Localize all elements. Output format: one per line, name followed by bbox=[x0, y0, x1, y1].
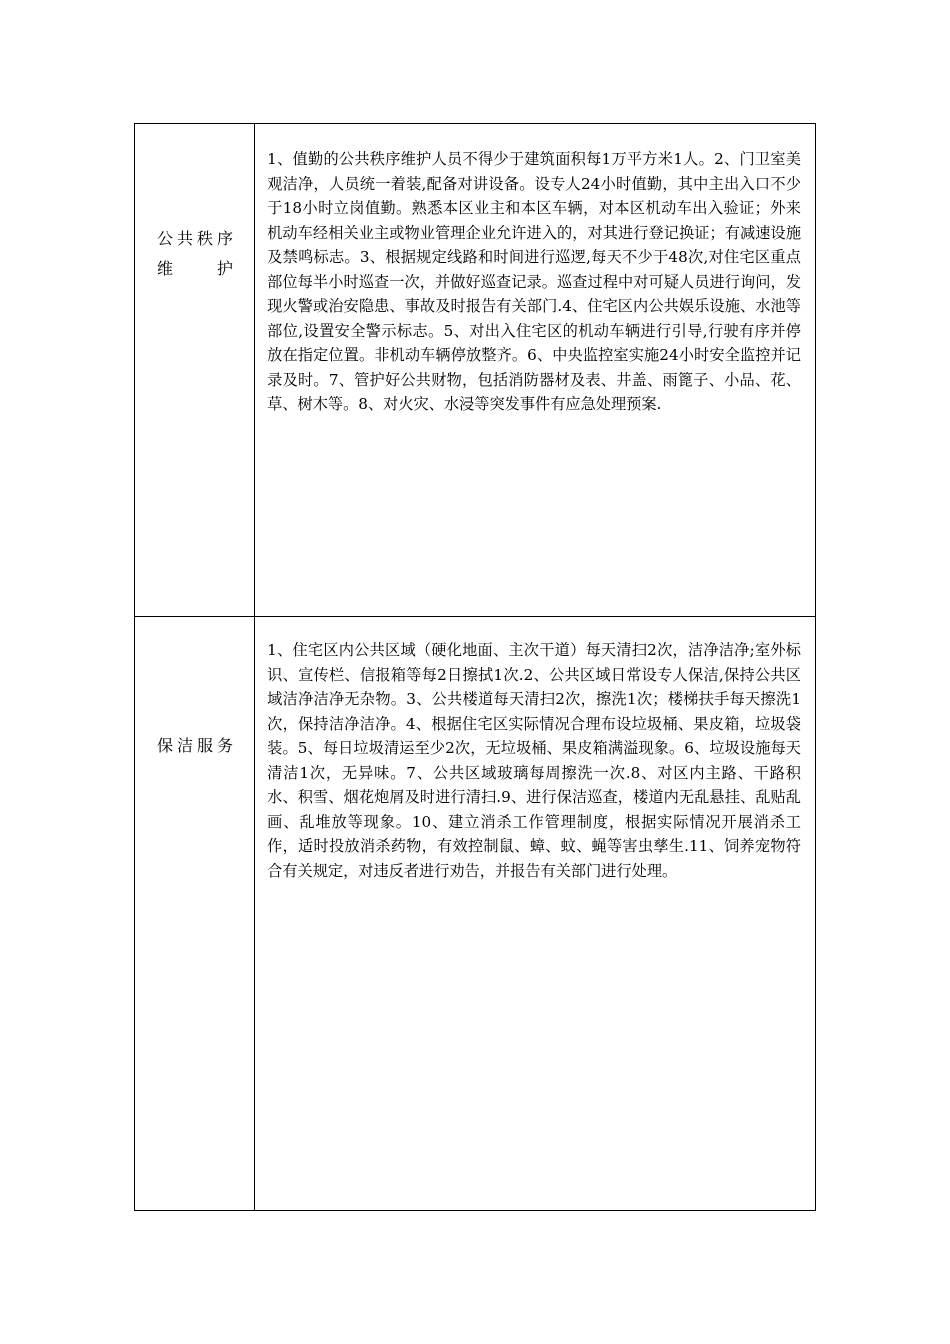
table-row-public-order bbox=[135, 124, 816, 617]
table-row-cleaning-service bbox=[135, 617, 816, 1211]
row-label-cell bbox=[135, 124, 255, 617]
row-content-public-order: 1、值勤的公共秩序维护人员不得少于建筑面积每1万平方米1人。2、门卫室美观洁净，人员统一着装,配备对讲设备。设专人24小时值勤，其中主出入口不少于18小时立岗值勤。熟悉本区业主和本区车辆，对本区机动车出入验证；外来机动车经相关业主或物业管理企业允许进入的，对其进行登记换证；有减速设施及禁鸣标志。3、根据规定线路和时间进行巡逻,每天不少于48次,对住宅区重点部位每半小时巡查一次，并做好巡查记录。巡查过程中对可疑人员进行询问，发现火警或治安隐患、事故及时报告有关部门.4、住宅区内公共娱乐设施、水池等部位,设置安全警示标志。5、对出入住宅区的机动车辆进行引导,行驶有序并停放在指定位置。非机动车辆停放整齐。6、中央监控室实施24小时安全监控并记录及时。7、管护好公共财物，包括消防器材及表、井盖、雨篦子、小品、花、草、树木等。8、对火灾、水浸等突发事件有应急处理预案. bbox=[267, 150, 801, 413]
row-content-cell bbox=[255, 124, 816, 617]
row-label-line: 公共秩序 bbox=[157, 229, 233, 248]
row-label-line: 保洁服务 bbox=[157, 736, 233, 755]
row-content-cleaning-service: 1、住宅区内公共区域（硬化地面、主次干道）每天清扫2次，洁净洁净;室外标识、宣传栏、信报箱等每2日擦拭1次.2、公共区域日常设专人保洁,保持公共区域洁净洁净无杂物。3、公共楼道每天清扫2次，擦洗1次；楼梯扶手每天擦洗1次，保持洁净洁净。4、根据住宅区实际情况合理布设垃圾桶、果皮箱，垃圾袋装。5、每日垃圾清运至少2次，无垃圾桶、果皮箱满溢现象。6、垃圾设施每天清洁1次，无异味。7、公共区域玻璃每周擦洗一次.8、对区内主路、干路积水、积雪、烟花炮屑及时进行清扫.9、进行保洁巡查，楼道内无乱悬挂、乱贴乱画、乱堆放等现象。10、建立消杀工作管理制度，根据实际情况开展消杀工作，适时投放消杀药物，有效控制鼠、蟑、蚊、蝇等害虫孳生.11、饲养宠物符合有关规定，对违反者进行劝告，并报告有关部门进行处理。 bbox=[267, 641, 801, 880]
row-label-cleaning-service bbox=[157, 731, 233, 761]
row-content-cell bbox=[255, 617, 816, 1211]
service-standard-table bbox=[134, 123, 816, 1211]
row-label-public-order bbox=[157, 224, 233, 284]
row-label-cell bbox=[135, 617, 255, 1211]
row-label-line: 维 护 bbox=[157, 259, 233, 278]
